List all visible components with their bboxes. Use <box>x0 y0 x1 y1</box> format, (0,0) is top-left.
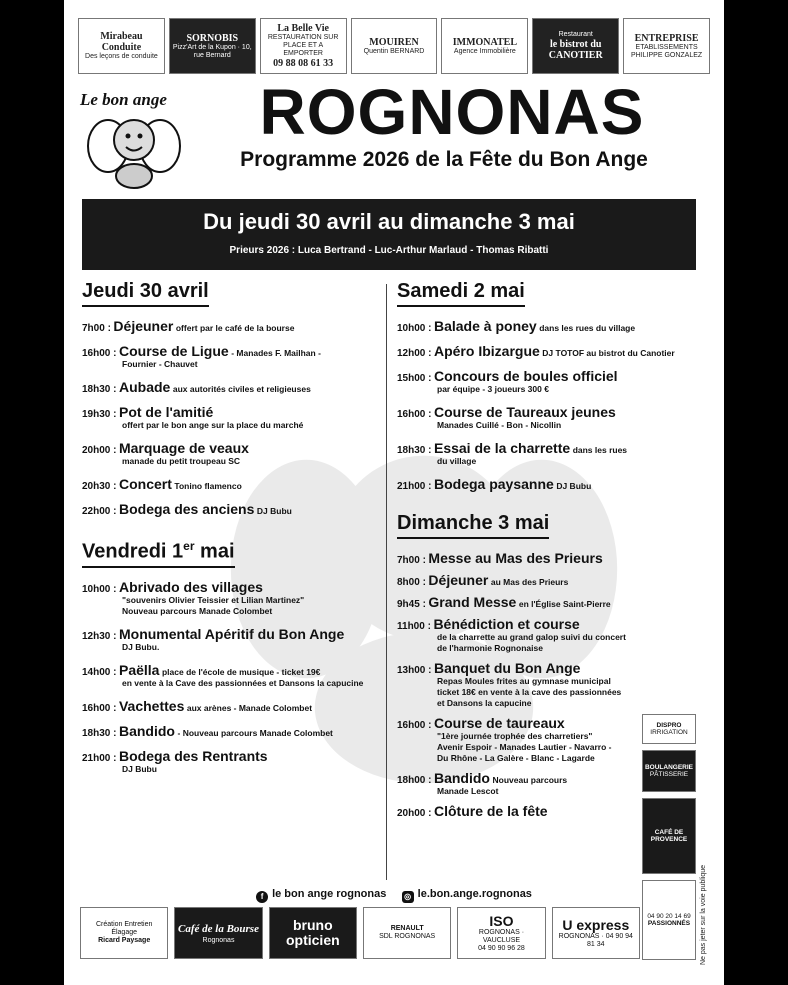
top-sponsors-bar <box>78 18 710 74</box>
sponsor-logo: MOUIREN Quentin BERNARD <box>351 18 438 74</box>
event-item: 7h00 : Messe au Mas des Prieurs <box>397 550 603 566</box>
right-column <box>397 280 702 831</box>
dates-title: Du jeudi 30 avril au dimanche 3 mai <box>203 209 575 234</box>
event-item: 15h00 : Concours de boules officiel par équipe - 3 joueurs 300 € <box>397 368 618 394</box>
event-item: 11h00 : Bénédiction et course de la charrette au grand galop suivi du concert de l'harmonie Rognonaise <box>397 616 626 653</box>
event-item: 20h30 : Concert Tonino flamenco <box>82 476 242 492</box>
sponsor-logo: U express ROGNONAS · 04 90 94 81 34 <box>552 907 640 959</box>
sponsor-logo: SORNOBIS Pizz'Art de la Kupon · 10, rue Bernard <box>169 18 256 74</box>
event-item: 18h30 : Essai de la charrette dans les rues du village <box>397 440 628 466</box>
event-item: 8h00 : Déjeuner au Mas des Prieurs <box>397 572 569 588</box>
page-subtitle: Programme 2026 de la Fête du Bon Ange <box>240 148 648 171</box>
bottom-sponsors-bar <box>80 907 640 959</box>
event-item: 10h00 : Balade à poney dans les rues du village <box>397 318 636 334</box>
event-item: 18h30 : Bandido - Nouveau parcours Manade Colombet <box>82 722 333 739</box>
event-item: 18h00 : Bandido Nouveau parcours Manade Lescot <box>397 770 568 796</box>
day-heading-jeudi: Jeudi 30 avril <box>82 280 209 307</box>
sponsor-logo: DISPRO IRRIGATION <box>642 714 696 744</box>
sponsor-logo: CAFÉ DE PROVENCE <box>642 798 696 874</box>
event-item: 16h00 : Vachettes aux arènes - Manade Colombet <box>82 697 313 714</box>
event-item: 14h00 : Paëlla place de l'école de musique - ticket 19€ en vente à la Cave des passionnées et Dansons la capucine <box>82 661 364 688</box>
day-heading-samedi: Samedi 2 mai <box>397 280 525 307</box>
recycling-note: Ne pas jeter sur la voie publique <box>700 864 707 965</box>
sponsor-logo: ENTREPRISE ETABLISSEMENTS PHILIPPE GONZALEZ <box>623 18 710 74</box>
social-links <box>64 888 724 903</box>
instagram-handle[interactable]: le.bon.ange.rognonas <box>417 888 532 900</box>
event-item: 12h00 : Apéro Ibizargue DJ TOTOF au bistrot du Canotier <box>397 343 675 359</box>
instagram-icon: ◎ <box>402 891 414 903</box>
sponsor-logo: IMMONATEL Agence Immobilière <box>441 18 528 74</box>
event-item: 13h00 : Banquet du Bon Ange Repas Moules frites au gymnase municipal ticket 18€ en vente à la cave des passionnées et Dansons la capucine <box>397 660 622 708</box>
event-item: 16h00 : Course de Ligue - Manades F. Mailhan - Fournier - Chauvet <box>82 343 321 369</box>
column-divider <box>386 284 387 880</box>
event-item: 16h00 : Course de taureaux "1ère journée trophée des charretiers" Avenir Espoir - Manades Lautier - Navarro - Du Rhône - La Galère - Blanc - Lagarde <box>397 715 612 763</box>
left-column <box>82 280 382 787</box>
sponsor-logo: Café de la Bourse Rognonas <box>174 907 262 959</box>
sponsor-logo: ISO ROGNONAS · VAUCLUSE 04 90 90 96 28 <box>457 907 545 959</box>
bon-ange-logo: Le bon ange <box>78 84 188 194</box>
prieurs-line: Prieurs 2026 : Luca Bertrand - Luc-Arthur Marlaud - Thomas Ribatti <box>229 245 549 256</box>
angel-icon <box>78 84 188 194</box>
event-item: 7h00 : Déjeuner offert par le café de la bourse <box>82 318 295 334</box>
event-item: 18h30 : Aubade aux autorités civiles et religieuses <box>82 379 311 395</box>
sponsor-logo: Restaurant le bistrot du CANOTIER <box>532 18 619 74</box>
sponsor-logo: bruno opticien <box>269 907 357 959</box>
sponsor-logo: Mirabeau Conduite Des leçons de conduite <box>78 18 165 74</box>
day-heading-dimanche: Dimanche 3 mai <box>397 512 549 539</box>
day-heading-vendredi: Vendredi 1er mai <box>82 539 235 568</box>
event-item: 20h00 : Marquage de veaux manade du petit troupeau SC <box>82 440 249 466</box>
poster <box>64 0 724 985</box>
sponsor-logo: Création Entretien Élagage Ricard Paysage <box>80 907 168 959</box>
event-item: 21h00 : Bodega des Rentrants DJ Bubu <box>82 747 268 774</box>
event-item: 10h00 : Abrivado des villages "souvenirs Olivier Teissier et Lilian Martinez" Nouveau parcours Manade Colombet <box>82 578 305 616</box>
event-item: 22h00 : Bodega des anciens DJ Bubu <box>82 501 292 517</box>
event-item: 19h30 : Pot de l'amitié offert par le bon ange sur la place du marché <box>82 404 304 430</box>
facebook-handle[interactable]: le bon ange rognonas <box>272 888 387 900</box>
dates-banner <box>82 199 696 270</box>
event-item: 16h00 : Course de Taureaux jeunes Manades Cuillé - Bon - Nicollin <box>397 404 616 430</box>
event-item: 20h00 : Clôture de la fête <box>397 803 548 819</box>
sponsor-logo: BOULANGERIE PÂTISSERIE <box>642 750 696 792</box>
event-item: 12h30 : Monumental Apéritif du Bon Ange DJ Bubu. <box>82 625 345 652</box>
facebook-icon: f <box>256 891 268 903</box>
sponsor-logo: 04 90 20 14 69 PASSIONNÉS <box>642 880 696 960</box>
event-item: 9h45 : Grand Messe en l'Église Saint-Pierre <box>397 594 611 610</box>
sponsor-logo: La Belle Vie RESTAURATION SUR PLACE ET A EMPORTER 09 88 08 61 33 <box>260 18 347 74</box>
page-title: ROGNONAS <box>259 76 645 148</box>
sponsor-logo: RENAULT SDL ROGNONAS <box>363 907 451 959</box>
event-item: 21h00 : Bodega paysanne DJ Bubu <box>397 476 592 492</box>
